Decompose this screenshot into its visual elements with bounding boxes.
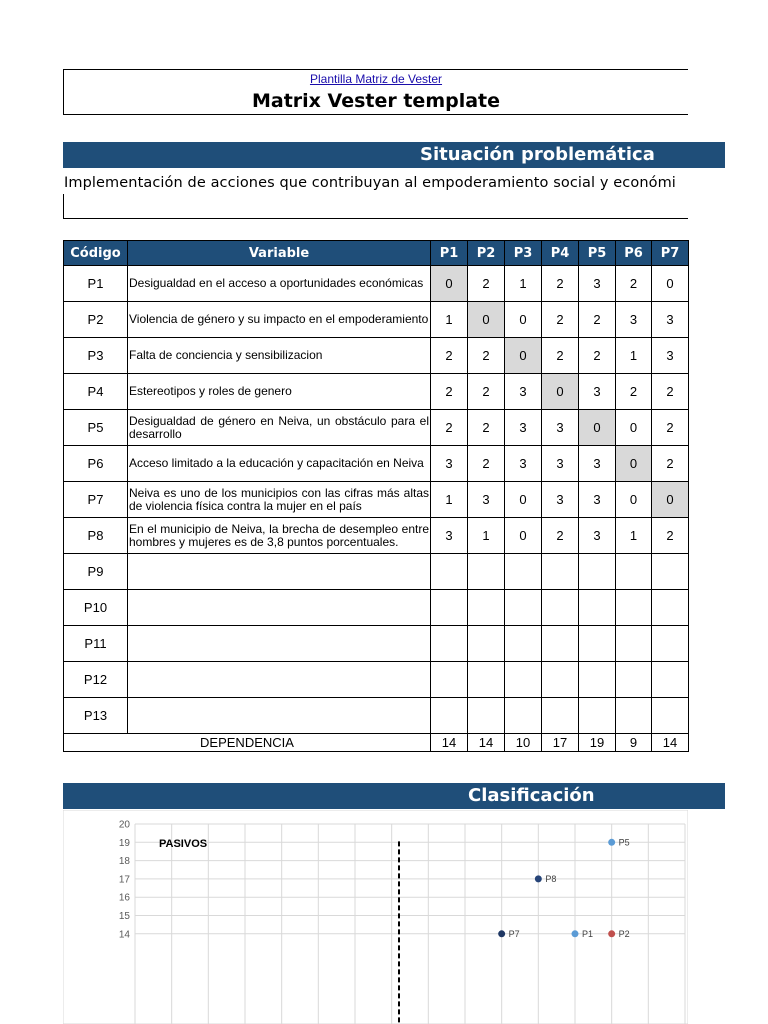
matrix-cell: 2 [579, 338, 616, 374]
matrix-row [64, 626, 689, 662]
matrix-cell [468, 662, 505, 698]
matrix-cell [505, 626, 542, 662]
data-point-p7 [498, 930, 505, 937]
data-point-p1 [572, 930, 579, 937]
dependencia-value: 19 [579, 734, 616, 752]
matrix-cell: 2 [542, 518, 579, 554]
matrix-row [64, 266, 689, 302]
matrix-cell [542, 626, 579, 662]
dependencia-value: 14 [431, 734, 468, 752]
matrix-cell: 0 [616, 446, 652, 482]
matrix-cell [579, 662, 616, 698]
dependencia-value: 9 [616, 734, 652, 752]
matrix-cell [468, 626, 505, 662]
matrix-cell: 2 [468, 266, 505, 302]
matrix-cell: 2 [542, 338, 579, 374]
header-p1: P1 [431, 241, 468, 266]
matrix-cell: 2 [468, 410, 505, 446]
matrix-cell [431, 662, 468, 698]
vester-matrix [63, 240, 689, 752]
matrix-cell: 2 [431, 374, 468, 410]
row-code: P8 [64, 518, 128, 554]
row-code: P4 [64, 374, 128, 410]
matrix-cell: 3 [542, 410, 579, 446]
quadrant-label: PASIVOS [159, 837, 208, 850]
matrix-cell: 2 [542, 266, 579, 302]
y-tick-label: 15 [118, 911, 130, 922]
data-label-p1: P1 [582, 928, 594, 939]
matrix-cell: 3 [431, 446, 468, 482]
row-variable: Desigualdad de género en Neiva, un obstáculo para el desarrollo [128, 410, 431, 446]
matrix-cell: 0 [652, 266, 689, 302]
row-code: P11 [64, 626, 128, 662]
matrix-cell: 3 [505, 410, 542, 446]
matrix-cell [652, 554, 689, 590]
page-title: Matrix Vester template [251, 90, 501, 112]
row-code: P13 [64, 698, 128, 734]
matrix-cell: 0 [505, 338, 542, 374]
matrix-cell [652, 626, 689, 662]
matrix-cell: 3 [505, 374, 542, 410]
matrix-row [64, 302, 689, 338]
row-code: P2 [64, 302, 128, 338]
matrix-cell: 3 [579, 266, 616, 302]
template-link[interactable]: Plantilla Matriz de Vester [309, 72, 443, 86]
matrix-cell: 0 [616, 410, 652, 446]
matrix-cell [652, 662, 689, 698]
clasificacion-heading: Clasificación [63, 783, 725, 809]
matrix-cell: 0 [579, 410, 616, 446]
matrix-cell: 3 [652, 338, 689, 374]
matrix-row [64, 374, 689, 410]
y-tick-label: 18 [118, 856, 130, 868]
row-variable: Desigualdad en el acceso a oportunidades económicas [128, 266, 431, 302]
problem-box [63, 195, 688, 219]
row-code: P6 [64, 446, 128, 482]
row-variable [128, 698, 431, 734]
matrix-cell [579, 554, 616, 590]
matrix-cell [616, 590, 652, 626]
matrix-cell [616, 554, 652, 590]
matrix-cell: 3 [468, 482, 505, 518]
dependencia-value: 14 [652, 734, 689, 752]
matrix-cell [505, 554, 542, 590]
matrix-header-row [64, 241, 689, 266]
matrix-cell: 0 [652, 482, 689, 518]
matrix-cell: 1 [468, 518, 505, 554]
matrix-cell: 0 [431, 266, 468, 302]
matrix-cell: 0 [542, 374, 579, 410]
matrix-cell: 2 [468, 338, 505, 374]
header-p2: P2 [468, 241, 505, 266]
matrix-cell [616, 698, 652, 734]
row-code: P5 [64, 410, 128, 446]
matrix-cell [579, 626, 616, 662]
data-label-p2: P2 [618, 928, 630, 939]
matrix-cell: 2 [468, 446, 505, 482]
matrix-cell [431, 590, 468, 626]
matrix-row [64, 446, 689, 482]
y-tick-label: 20 [118, 819, 130, 831]
data-point-p5 [608, 839, 615, 846]
row-variable: Estereotipos y roles de genero [128, 374, 431, 410]
matrix-cell: 0 [505, 482, 542, 518]
matrix-cell: 0 [505, 518, 542, 554]
dependencia-value: 17 [542, 734, 579, 752]
matrix-row [64, 554, 689, 590]
row-variable: Falta de conciencia y sensibilizacion [128, 338, 431, 374]
matrix-row [64, 698, 689, 734]
header-p3: P3 [505, 241, 542, 266]
matrix-cell: 2 [579, 302, 616, 338]
row-code: P1 [64, 266, 128, 302]
matrix-cell [542, 698, 579, 734]
header-codigo: Código [64, 241, 128, 266]
matrix-cell [505, 590, 542, 626]
row-variable [128, 662, 431, 698]
matrix-cell: 2 [652, 410, 689, 446]
matrix-cell: 0 [468, 302, 505, 338]
header-p7: P7 [652, 241, 689, 266]
data-point-p8 [535, 875, 542, 882]
matrix-cell: 2 [542, 302, 579, 338]
matrix-cell: 2 [652, 518, 689, 554]
title-box [63, 69, 688, 115]
matrix-cell: 3 [579, 446, 616, 482]
problem-statement: Implementación de acciones que contribuyan al empoderamiento social y económi [64, 175, 676, 191]
matrix-cell: 2 [616, 374, 652, 410]
header-p5: P5 [579, 241, 616, 266]
header-variable: Variable [128, 241, 431, 266]
matrix-cell [579, 698, 616, 734]
matrix-cell [468, 698, 505, 734]
header-p6: P6 [616, 241, 652, 266]
matrix-cell: 1 [431, 302, 468, 338]
row-code: P7 [64, 482, 128, 518]
matrix-cell [542, 554, 579, 590]
matrix-cell [468, 554, 505, 590]
row-variable [128, 554, 431, 590]
matrix-cell [616, 626, 652, 662]
matrix-cell [616, 662, 652, 698]
matrix-cell [431, 554, 468, 590]
matrix-cell [431, 698, 468, 734]
matrix-cell: 3 [579, 518, 616, 554]
matrix-cell [431, 626, 468, 662]
vester-scatter-chart [63, 810, 688, 1024]
matrix-cell: 3 [579, 374, 616, 410]
dependencia-value: 10 [505, 734, 542, 752]
row-code: P3 [64, 338, 128, 374]
matrix-cell [579, 590, 616, 626]
row-variable [128, 590, 431, 626]
matrix-cell: 1 [616, 518, 652, 554]
matrix-cell: 3 [542, 482, 579, 518]
chart-svg [63, 810, 688, 1024]
matrix-cell [505, 662, 542, 698]
row-code: P9 [64, 554, 128, 590]
matrix-cell: 3 [431, 518, 468, 554]
dependencia-row [64, 734, 689, 752]
matrix-cell: 3 [579, 482, 616, 518]
matrix-cell [505, 698, 542, 734]
row-variable: Acceso limitado a la educación y capacitación en Neiva [128, 446, 431, 482]
matrix-cell: 3 [652, 302, 689, 338]
matrix-cell: 0 [616, 482, 652, 518]
matrix-row [64, 518, 689, 554]
row-code: P10 [64, 590, 128, 626]
matrix-cell: 2 [652, 446, 689, 482]
y-tick-label: 16 [118, 892, 130, 904]
matrix-cell: 3 [616, 302, 652, 338]
matrix-cell: 1 [431, 482, 468, 518]
header-p4: P4 [542, 241, 579, 266]
matrix-cell [652, 590, 689, 626]
matrix-cell [542, 590, 579, 626]
matrix-row [64, 410, 689, 446]
matrix-cell: 2 [652, 374, 689, 410]
matrix-cell: 0 [505, 302, 542, 338]
matrix-row [64, 662, 689, 698]
matrix-row [64, 590, 689, 626]
matrix-cell: 3 [505, 446, 542, 482]
y-tick-label: 14 [118, 929, 130, 941]
row-variable [128, 626, 431, 662]
matrix-cell [542, 662, 579, 698]
matrix-cell: 2 [431, 410, 468, 446]
matrix-row [64, 482, 689, 518]
row-code: P12 [64, 662, 128, 698]
data-label-p8: P8 [545, 873, 557, 884]
matrix-cell: 2 [431, 338, 468, 374]
matrix-cell: 2 [468, 374, 505, 410]
dependencia-label: DEPENDENCIA [64, 734, 431, 752]
matrix-cell [468, 590, 505, 626]
y-tick-label: 19 [118, 837, 130, 849]
data-label-p7: P7 [508, 928, 520, 939]
matrix-cell: 1 [616, 338, 652, 374]
row-variable: Neiva es uno de los municipios con las cifras más altas de violencia física contra la mujer en el país [128, 482, 431, 518]
matrix-cell [652, 698, 689, 734]
row-variable: Violencia de género y su impacto en el empoderamiento [128, 302, 431, 338]
matrix-cell: 3 [542, 446, 579, 482]
situacion-heading: Situación problemática [63, 142, 725, 168]
matrix-row [64, 338, 689, 374]
data-point-p2 [608, 930, 615, 937]
dependencia-value: 14 [468, 734, 505, 752]
row-variable: En el municipio de Neiva, la brecha de desempleo entre hombres y mujeres es de 3,8 puntos porcentuales. [128, 518, 431, 554]
data-label-p5: P5 [618, 837, 630, 848]
matrix-cell: 2 [616, 266, 652, 302]
matrix-cell: 1 [505, 266, 542, 302]
y-tick-label: 17 [118, 874, 130, 886]
